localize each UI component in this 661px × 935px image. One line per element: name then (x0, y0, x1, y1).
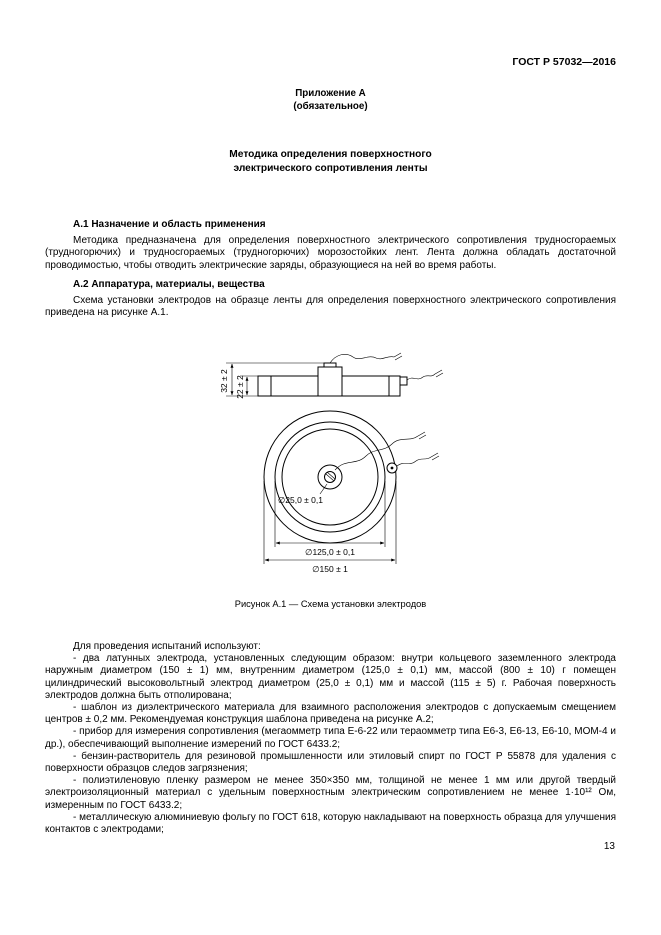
wire-clip (431, 453, 439, 460)
figure-a1-diagram (170, 348, 510, 598)
appendix-title (0, 148, 661, 176)
appendix-heading (0, 88, 661, 113)
equipment-item: - два латунных электрода, установленных следующим образом: внутри кольцевого заземленного электрода наружным диаметром (150 ± 1) мм, внутренним диаметром (125,0 ± 0,1) мм, массой (800 ± 10) г помещен цилиндрический высоковольтный электрод диаметром (25,0 ± 0,1) мм и массой (115 ± 5) г. Рабочая поверхность электродов должна быть отполирована; (45, 653, 616, 701)
appendix-title-line1: Методика определения поверхностного (229, 149, 432, 160)
appendix-label: Приложение А (295, 88, 366, 99)
dim-label-height-total: 32 ± 2 (219, 369, 229, 393)
dim-label-dia-inner: ∅125,0 ± 0,1 (305, 547, 355, 557)
electrode-setup-drawing (170, 348, 510, 598)
appendix-title-line2: электрического сопротивления ленты (233, 163, 428, 174)
equipment-item: - металлическую алюминиевую фольгу по ГОСТ 618, которую накладывают на поверхность образца для улучшения контактов с электродами; (45, 811, 616, 836)
page-number: 13 (603, 841, 615, 852)
doc-number-header: ГОСТ Р 57032—2016 (512, 56, 616, 68)
wire-clip (435, 370, 443, 377)
dim-label-height-ring: 22 ± 2 (235, 375, 245, 399)
dim-label-dia-outer: ∅150 ± 1 (312, 564, 348, 574)
section-a1-title: А.1 Назначение и область применения (73, 219, 266, 230)
side-view (219, 353, 443, 399)
center-electrode-section (318, 367, 342, 396)
dim-label-dia-center: ∅25,0 ± 0,1 (277, 495, 323, 505)
equipment-item: - бензин-растворитель для резиновой промышленности или этиловый спирт по ГОСТ Р 55878 для удаления с поверхности образцов следов загрязнения; (45, 750, 616, 775)
section-a1-body: Методика предназначена для определения поверхностного электрического сопротивления трудносгораемых (трудногорючих) и трудносгораемых (трудногорючих) морозостойких лент. Лента должна обладать достаточной проводимостью, чтобы отводить электрические заряды, образующиеся на ней во время работы. (45, 235, 616, 271)
equipment-item: - шаблон из диэлектрического материала для взаимного расположения электродов с допускаемым смещением центров ± 0,2 мм. Рекомендуемая конструкция шаблона приведена на рисунке А.2; (45, 702, 616, 726)
section-a2-title: А.2 Аппаратура, материалы, вещества (73, 278, 265, 290)
top-view (264, 411, 439, 574)
appendix-type: (обязательное) (293, 100, 368, 112)
ring-terminal-wire (407, 374, 435, 380)
center-electrode-wire (330, 354, 394, 363)
figure-caption: Рисунок А.1 — Схема установки электродов (234, 599, 427, 609)
wire-clip (418, 432, 426, 439)
equipment-item: - прибор для измерения сопротивления (мегаомметр типа Е-6-22 или тераомметр типа Е6-3, Е6-13, Е6-10, МОМ-4 и др.), обеспечивающий выполнение измерений по ГОСТ 6433.2; (45, 726, 616, 750)
equipment-intro: Для проведения испытаний используют: (73, 641, 261, 652)
center-electrode-cap (324, 363, 336, 367)
ring-terminal (400, 377, 407, 385)
ring-terminal-dot (391, 467, 394, 470)
equipment-item: - полиэтиленовую пленку размером не менее 350×350 мм, толщиной не менее 1 мм или другой твердый электроизоляционный материал с удельным поверхностным электрическим сопротивлением не менее 1·10¹² Ом, измеренным по ГОСТ 6433.2; (45, 775, 616, 811)
equipment-list (45, 641, 616, 836)
wire-clip (394, 353, 402, 360)
section-a2-body: Схема установки электродов на образце ленты для определения поверхностного электрического сопротивления приведена на рисунке А.1. (45, 295, 616, 319)
ring-terminal-wire-top (397, 457, 431, 466)
sections-a1-a2 (45, 219, 616, 319)
